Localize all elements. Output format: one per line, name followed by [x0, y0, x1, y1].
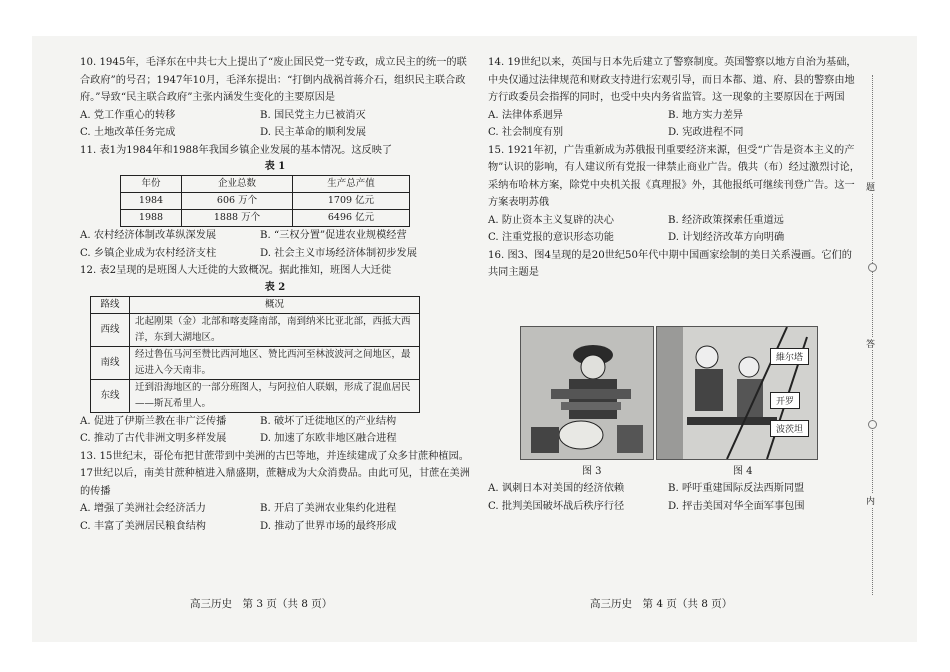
- question-12-options: [80, 413, 470, 448]
- figure-4-caption: 图 4: [733, 466, 753, 477]
- option: C. 乡镇企业成为农村经济支柱: [80, 247, 217, 259]
- binding-hole: [868, 420, 877, 429]
- margin-mark: 题: [866, 180, 875, 193]
- table-cell: 经过鲁伍马河至赞比西河地区、赞比西河至林波波河之间地区，最远进入今天南非。: [130, 346, 420, 379]
- table-cell: 西线: [91, 313, 130, 346]
- question-11: 11. 表1为1984年和1988年我国乡镇企业发展的基本情况。这反映了: [80, 144, 393, 156]
- table-cell: 迁到沿海地区的一部分班图人，与阿拉伯人联姻，形成了混血居民——斯瓦希里人。: [130, 379, 420, 412]
- figure-3-caption: 图 3: [582, 466, 602, 477]
- option: D. 抨击美国对华全面军事包围: [668, 500, 805, 512]
- question-13: 13. 15世纪末，哥伦布把甘蔗带到中美洲的古巴等地，并连续建成了众多甘蔗种植园。17世纪以后，南美甘蔗种植进入鼎盛期，蔗糖成为大众消费品。由此可见，甘蔗在美洲的传播: [80, 450, 470, 497]
- margin-mark: 内: [866, 494, 875, 507]
- option: C. 丰富了美洲居民粮食结构: [80, 520, 206, 532]
- figure-3-cartoon: [520, 326, 654, 460]
- question-14: 14. 19世纪以来，英国与日本先后建立了警察制度。英国警察以地方自治为基础，中央仅通过法律规范和财政支持进行宏观引导，而日本都、道、府、县的警察由地方行政委员会指挥的同时，也受中央内务省监管。这一现象的主要原因在于两国: [488, 57, 857, 103]
- question-16-options-wrap: [488, 480, 860, 515]
- question-15: 15. 1921年初，广告重新成为苏俄报刊重要经济来源，但受“广告是资本主义的产物”认识的影响，有人建议所有党报一律禁止商业广告。俄共（布）经过激烈讨论，采纳布哈林方案，除党中央机关报《真理报》外，其他报纸可继续刊登广告。这一方案表明苏俄: [488, 144, 860, 208]
- table-2: [90, 296, 420, 413]
- question-13-options: [80, 500, 470, 535]
- option: C. 注重党报的意识形态功能: [488, 232, 614, 243]
- question-10: 10. 1945年，毛泽东在中共七大上提出了“废止国民党一党专政，成立民主的统一的联合政府”的号召；1947年10月，毛泽东提出：“打倒内战祸首蒋介石，组织民主联合政府。”导致“民主联合政府”主张内涵发生变化的主要原因是: [80, 57, 467, 103]
- option: C. 土地改革任务完成: [80, 127, 176, 138]
- question-14-options: [488, 107, 860, 142]
- option: A. 讽刺日本对美国的经济依赖: [488, 483, 625, 494]
- binding-hole: [868, 263, 877, 272]
- table-header: 生产总产值: [293, 176, 410, 193]
- option: D. 民主革命的顺利发展: [260, 127, 366, 138]
- question-16: 16. 图3、图4呈现的是20世纪50年代中期中国画家绘制的美日关系漫画。它们的共同主题是: [488, 249, 852, 278]
- option: A. 促进了伊斯兰教在非广泛传播: [80, 415, 227, 427]
- option: B. 国民党主力已被消灭: [260, 109, 366, 121]
- option: A. 防止资本主义复辟的决心: [488, 214, 614, 226]
- option: C. 社会制度有别: [488, 127, 564, 138]
- figure-4-label-cairo: 开罗: [770, 392, 800, 409]
- right-column: [488, 54, 860, 282]
- option: B. 呼吁重建国际反法西斯同盟: [668, 483, 805, 494]
- option: A. 增强了美洲社会经济活力: [80, 503, 206, 514]
- option: C. 推动了古代非洲文明多样发展: [80, 433, 227, 444]
- option: D. 宪政进程不同: [668, 127, 744, 138]
- table-header: 概况: [130, 296, 420, 313]
- table-cell: 北起刚果（金）北部和喀麦隆南部，南到纳米比亚北部，西抵大西洋，东到大湖地区。: [130, 313, 420, 346]
- question-15-options: [488, 212, 860, 247]
- option: D. 社会主义市场经济体制初步发展: [260, 247, 417, 259]
- option: B. “三权分置”促进农业规模经营: [260, 230, 407, 241]
- question-16-options: [488, 480, 860, 515]
- table-cell: 1988: [121, 210, 182, 227]
- option: D. 加速了东欧非地区融合进程: [260, 433, 397, 444]
- table-cell: 东线: [91, 379, 130, 412]
- question-10-options: [80, 107, 470, 142]
- table-header: 年份: [121, 176, 182, 193]
- figure-4-label-virta: 維尔塔: [770, 348, 809, 365]
- table-cell: 南线: [91, 346, 130, 379]
- table-header: 路线: [91, 296, 130, 313]
- table-cell: 1984: [121, 193, 182, 210]
- margin-mark: 答: [866, 337, 875, 350]
- option: D. 计划经济改革方向明确: [668, 232, 785, 243]
- page-3-footer: 高三历史 第 3 页（共 8 页）: [190, 598, 333, 610]
- option: B. 开启了美洲农业集约化进程: [260, 503, 397, 514]
- left-column: [80, 54, 470, 535]
- question-11-options: [80, 227, 470, 262]
- table-cell: 1888 万个: [182, 210, 293, 227]
- option: A. 法律体系迥异: [488, 109, 563, 121]
- table-1-caption: 表 1: [264, 161, 286, 172]
- binding-line: [872, 75, 873, 595]
- option: B. 经济政策探索任重道远: [668, 214, 784, 226]
- question-12: 12. 表2呈现的是班图人大迁徙的大致概况。据此推知，班图人大迁徙: [80, 265, 392, 276]
- option: A. 农村经济体制改革纵深发展: [80, 230, 217, 241]
- option: D. 推动了世界市场的最终形成: [260, 520, 397, 532]
- option: B. 破坏了迁徙地区的产业结构: [260, 415, 397, 427]
- table-2-caption: 表 2: [264, 281, 286, 293]
- option: B. 地方实力差异: [668, 109, 744, 121]
- option: A. 党工作重心的转移: [80, 109, 176, 121]
- option: C. 批判美国破坏战后秩序行径: [488, 500, 625, 512]
- table-1: [120, 175, 410, 227]
- table-header: 企业总数: [182, 176, 293, 193]
- table-cell: 1709 亿元: [293, 193, 410, 210]
- figure-4-label-potsdam: 波茨坦: [770, 420, 809, 437]
- page-4-footer: 高三历史 第 4 页（共 8 页）: [590, 598, 733, 610]
- table-cell: 606 万个: [182, 193, 293, 210]
- figure-3-drawing: [521, 327, 653, 459]
- table-cell: 6496 亿元: [293, 210, 410, 227]
